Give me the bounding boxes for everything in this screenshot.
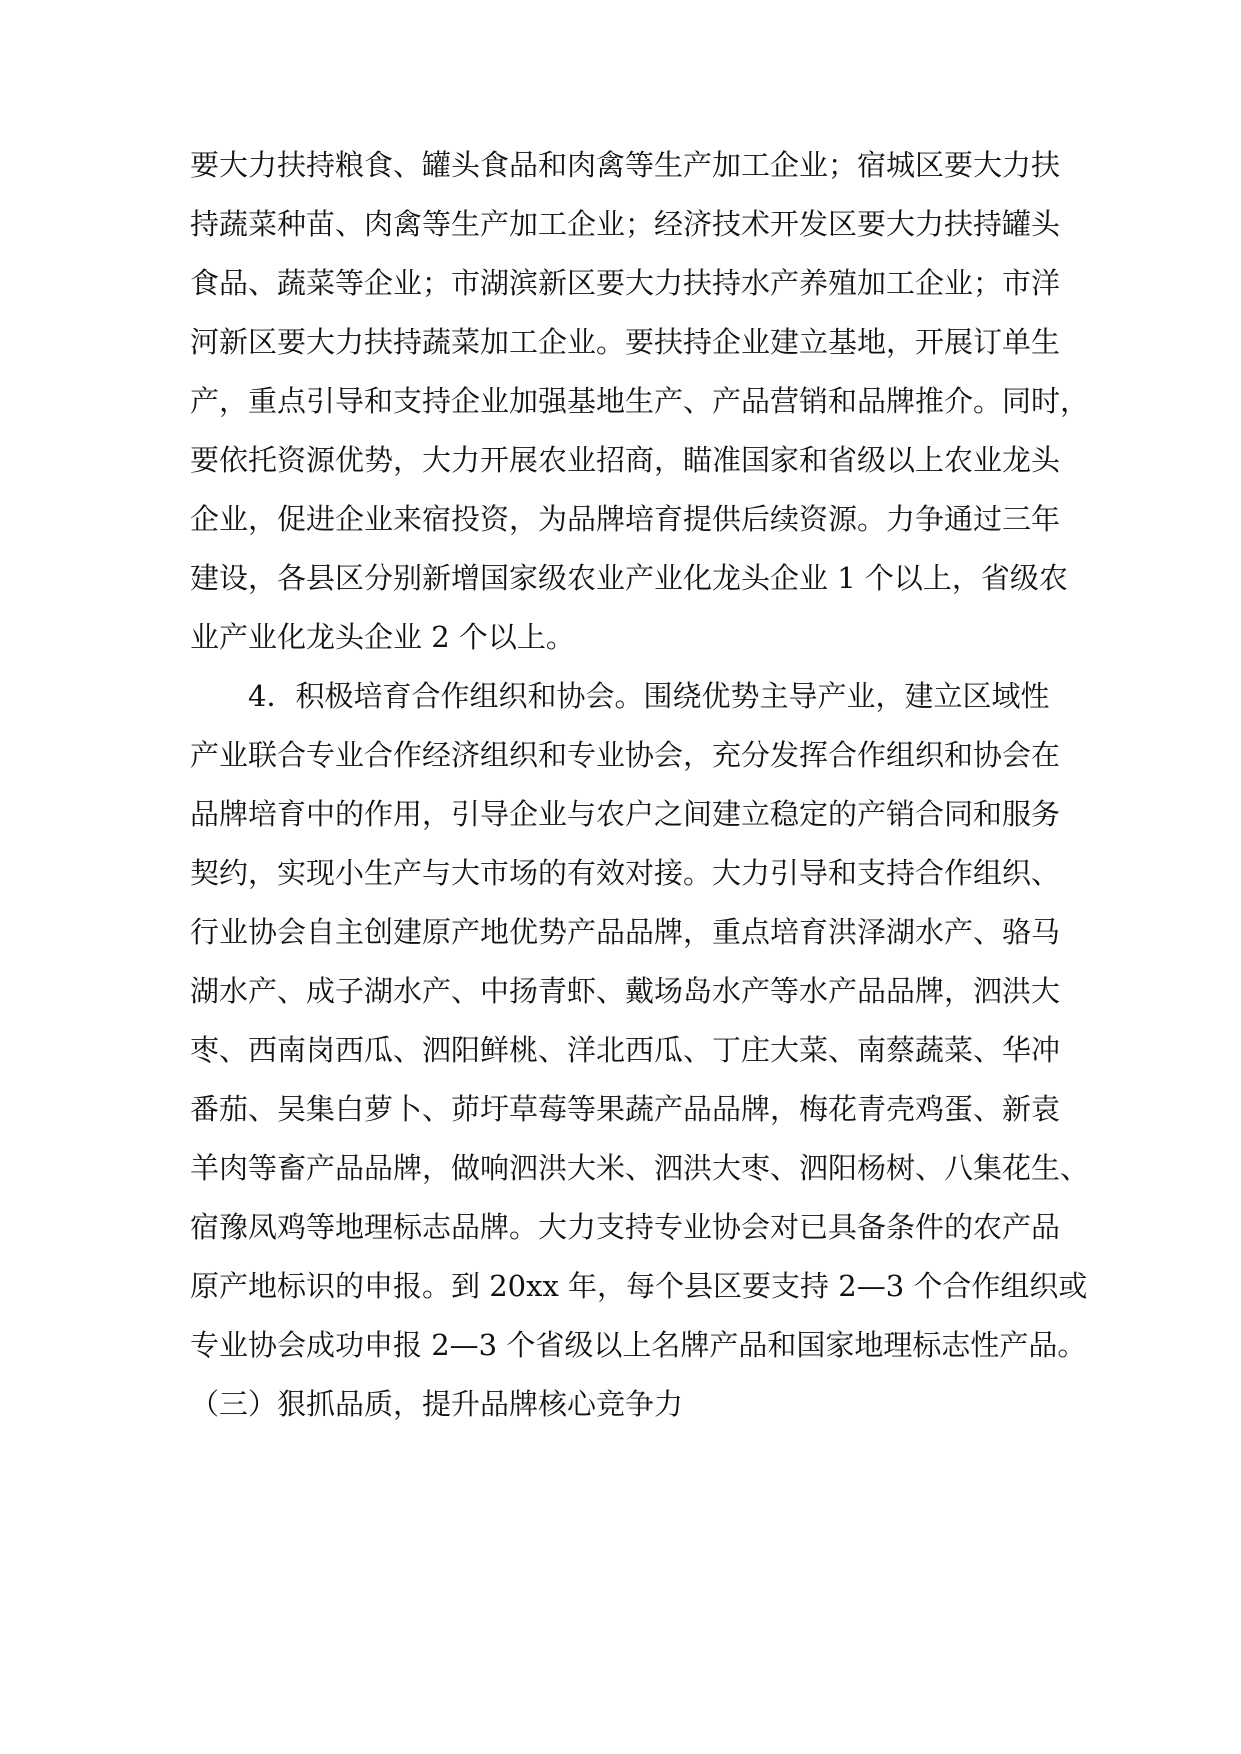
- paragraph-line: 企业，促进企业来宿投资，为品牌培育提供后续资源。力争通过三年: [190, 502, 1061, 536]
- paragraph-line: 业产业化龙头企业 2 个以上。: [190, 620, 575, 654]
- paragraph-line: 要依托资源优势，大力开展农业招商，瞄准国家和省级以上农业龙头: [190, 443, 1061, 477]
- paragraph-line: 产业联合专业合作经济组织和专业协会，充分发挥合作组织和协会在: [190, 738, 1061, 772]
- paragraph-line: 番茄、吴集白萝卜、茆圩草莓等果蔬产品品牌，梅花青壳鸡蛋、新袁: [190, 1092, 1061, 1126]
- paragraph-line: 持蔬菜种苗、肉禽等生产加工企业；经济技术开发区要大力扶持罐头: [190, 207, 1061, 241]
- paragraph-line: 产，重点引导和支持企业加强基地生产、产品营销和品牌推介。同时，: [190, 384, 1090, 418]
- paragraph-line: 要大力扶持粮食、罐头食品和肉禽等生产加工企业；宿城区要大力扶: [190, 148, 1061, 182]
- paragraph-line: 契约，实现小生产与大市场的有效对接。大力引导和支持合作组织、: [190, 856, 1061, 890]
- paragraph-line: 原产地标识的申报。到 20xx 年，每个县区要支持 2—3 个合作组织或: [190, 1269, 1088, 1303]
- paragraph-line: 专业协会成功申报 2—3 个省级以上名牌产品和国家地理标志性产品。: [190, 1328, 1087, 1362]
- paragraph-line: 建设，各县区分别新增国家级农业产业化龙头企业 1 个以上，省级农: [190, 561, 1068, 595]
- paragraph-line: 食品、蔬菜等企业；市湖滨新区要大力扶持水产养殖加工企业；市洋: [190, 266, 1061, 300]
- paragraph-line: 品牌培育中的作用，引导企业与农户之间建立稳定的产销合同和服务: [190, 797, 1061, 831]
- paragraph-line: 河新区要大力扶持蔬菜加工企业。要扶持企业建立基地，开展订单生: [190, 325, 1061, 359]
- paragraph-line: 羊肉等畜产品品牌，做响泗洪大米、泗洪大枣、泗阳杨树、八集花生、: [190, 1151, 1090, 1185]
- paragraph-line: 宿豫凤鸡等地理标志品牌。大力支持专业协会对已具备条件的农产品: [190, 1210, 1061, 1244]
- section-heading-line: 4．积极培育合作组织和协会。围绕优势主导产业，建立区域性: [248, 679, 1050, 713]
- paragraph-line: （三）狠抓品质，提升品牌核心竞争力: [190, 1387, 684, 1421]
- paragraph-line: 枣、西南岗西瓜、泗阳鲜桃、洋北西瓜、丁庄大菜、南蔡蔬菜、华冲: [190, 1033, 1061, 1067]
- paragraph-line: 行业协会自主创建原产地优势产品品牌，重点培育洪泽湖水产、骆马: [190, 915, 1061, 949]
- paragraph-line: 湖水产、成子湖水产、中扬青虾、戴场岛水产等水产品品牌，泗洪大: [190, 974, 1061, 1008]
